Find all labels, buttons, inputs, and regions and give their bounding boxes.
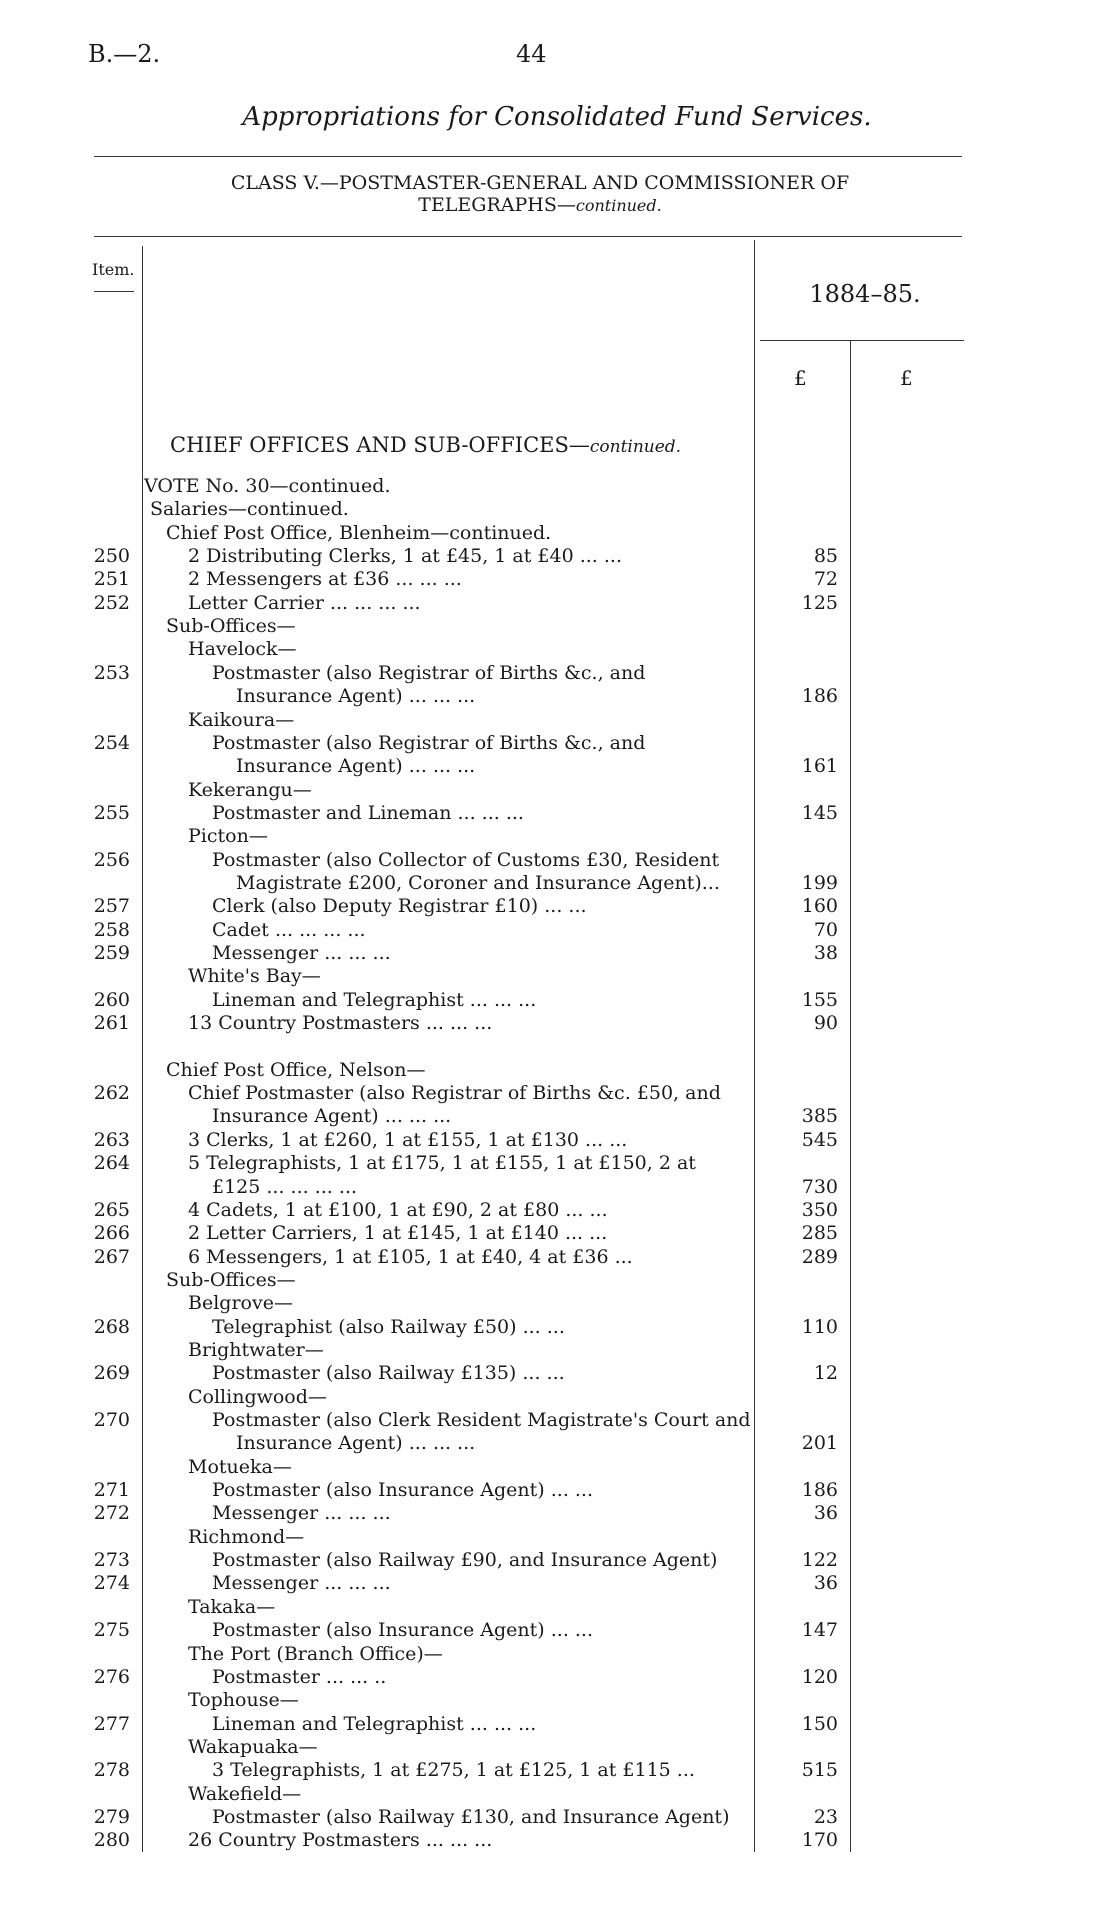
table-row — [0, 871, 1114, 895]
table-row — [0, 1805, 1114, 1829]
table-row — [0, 1642, 1114, 1666]
item-number: 251 — [93, 568, 130, 591]
item-number: 273 — [93, 1549, 130, 1572]
table-row — [0, 1385, 1114, 1409]
table-row — [0, 1828, 1114, 1852]
item-description: Clerk (also Deputy Registrar £10) ... ... — [212, 895, 587, 918]
table-row — [0, 614, 1114, 638]
item-amount: 122 — [801, 1549, 838, 1572]
item-description: Chief Post Office, Nelson— — [166, 1058, 426, 1081]
page-number: 44 — [516, 40, 547, 68]
table-row — [0, 1408, 1114, 1432]
table-row — [0, 1245, 1114, 1269]
item-amount: 110 — [801, 1315, 838, 1338]
table-row — [0, 801, 1114, 825]
table-row — [0, 1431, 1114, 1455]
item-number: 268 — [93, 1315, 130, 1338]
table-row — [0, 708, 1114, 732]
item-description: 3 Clerks, 1 at £260, 1 at £155, 1 at £130 ... ... — [188, 1128, 628, 1151]
table-row — [0, 521, 1114, 545]
item-amount: 350 — [801, 1198, 838, 1221]
item-amount: 515 — [801, 1759, 838, 1782]
item-description: 26 Country Postmasters ... ... ... — [188, 1829, 493, 1852]
item-number: 269 — [93, 1362, 130, 1385]
table-row — [0, 1665, 1114, 1689]
table-row — [0, 1221, 1114, 1245]
item-description: Wakapuaka— — [188, 1735, 318, 1758]
item-amount: 186 — [801, 685, 838, 708]
table-row — [0, 1034, 1114, 1058]
title-rule — [94, 156, 962, 157]
class-heading — [140, 172, 940, 217]
item-description: Picton— — [188, 825, 268, 848]
class-heading-continued: continued. — [575, 196, 662, 215]
section-heading-text: CHIEF OFFICES AND SUB-OFFICES— — [170, 433, 590, 457]
item-description: Kaikoura— — [188, 708, 295, 731]
item-number: 276 — [93, 1665, 130, 1688]
item-description: Motueka— — [188, 1455, 292, 1478]
item-description: Messenger ... ... ... — [212, 1502, 391, 1525]
table-row — [0, 918, 1114, 942]
table-row — [0, 637, 1114, 661]
item-description: The Port (Branch Office)— — [188, 1642, 443, 1665]
table-row — [0, 1758, 1114, 1782]
item-number: 252 — [93, 591, 130, 614]
item-number: 264 — [93, 1152, 130, 1175]
item-description: Postmaster (also Railway £130, and Insurance Agent) — [212, 1805, 730, 1828]
item-number: 279 — [93, 1805, 130, 1828]
table-row — [0, 1782, 1114, 1806]
table-row — [0, 1175, 1114, 1199]
table-row — [0, 1735, 1114, 1759]
item-amount: 147 — [801, 1619, 838, 1642]
item-description: Havelock— — [188, 638, 297, 661]
table-row — [0, 1712, 1114, 1736]
page-reference: B.—2. — [88, 40, 161, 68]
item-description: 4 Cadets, 1 at £100, 1 at £90, 2 at £80 ... ... — [188, 1198, 608, 1221]
table-row — [0, 544, 1114, 568]
item-number: 274 — [93, 1572, 130, 1595]
item-description: 2 Letter Carriers, 1 at £145, 1 at £140 ... ... — [188, 1222, 608, 1245]
table-row — [0, 941, 1114, 965]
item-description: Magistrate £200, Coroner and Insurance Agent)... — [236, 871, 720, 894]
table-row — [0, 731, 1114, 755]
table-row — [0, 1315, 1114, 1339]
item-amount: 150 — [801, 1712, 838, 1735]
item-amount: 85 — [813, 545, 838, 568]
section-heading — [170, 433, 681, 457]
item-header-underline — [94, 291, 134, 292]
table-row — [0, 1291, 1114, 1315]
item-amount: 120 — [801, 1665, 838, 1688]
item-number: 280 — [93, 1829, 130, 1852]
item-amount: 186 — [801, 1479, 838, 1502]
item-description: Letter Carrier ... ... ... ... — [188, 591, 421, 614]
table-row — [0, 1688, 1114, 1712]
item-amount: 170 — [801, 1829, 838, 1852]
item-description: Postmaster (also Registrar of Births &c., and — [212, 731, 646, 754]
item-description: 2 Distributing Clerks, 1 at £45, 1 at £40 ... ... — [188, 545, 623, 568]
item-number: 260 — [93, 988, 130, 1011]
item-number: 259 — [93, 942, 130, 964]
item-number: 265 — [93, 1198, 130, 1221]
item-description: 5 Telegraphists, 1 at £175, 1 at £155, 1 at £150, 2 at — [188, 1152, 696, 1175]
table-row — [0, 1571, 1114, 1595]
item-description: Messenger ... ... ... — [212, 942, 391, 964]
item-amount: 36 — [813, 1572, 838, 1595]
item-description: Salaries—continued. — [150, 498, 349, 521]
item-description: Postmaster and Lineman ... ... ... — [212, 801, 524, 824]
item-description: Postmaster (also Clerk Resident Magistrate's Court and — [212, 1409, 751, 1431]
item-number: 270 — [93, 1409, 130, 1431]
item-description: Insurance Agent) ... ... ... — [212, 1105, 452, 1128]
item-description: Chief Post Office, Blenheim—continued. — [166, 521, 552, 544]
table-row — [0, 497, 1114, 521]
item-amount: 70 — [813, 918, 838, 941]
item-description: Chief Postmaster (also Registrar of Births &c. £50, and — [188, 1082, 721, 1105]
year-header: 1884–85. — [809, 280, 921, 308]
item-amount: 23 — [813, 1805, 838, 1828]
item-description: Richmond— — [188, 1525, 305, 1548]
table-row — [0, 1455, 1114, 1479]
item-description: 3 Telegraphists, 1 at £275, 1 at £125, 1 at £115 ... — [212, 1759, 695, 1782]
item-description: Messenger ... ... ... — [212, 1572, 391, 1595]
class-heading-line2: TELEGRAPHS— — [418, 194, 576, 216]
item-description: Postmaster (also Railway £90, and Insurance Agent) — [212, 1549, 718, 1572]
item-number: 261 — [93, 1012, 130, 1035]
table-row — [0, 567, 1114, 591]
item-description: Insurance Agent) ... ... ... — [236, 685, 476, 708]
item-description: 2 Messengers at £36 ... ... ... — [188, 568, 462, 591]
item-amount: 38 — [813, 942, 838, 964]
table-row — [0, 1268, 1114, 1292]
item-number: 277 — [93, 1712, 130, 1735]
table-row — [0, 848, 1114, 872]
table-row — [0, 1198, 1114, 1222]
item-amount: 12 — [813, 1362, 838, 1385]
item-description: Brightwater— — [188, 1338, 324, 1361]
item-amount: 72 — [813, 568, 838, 591]
table-row — [0, 754, 1114, 778]
table-row — [0, 1058, 1114, 1082]
item-amount: 201 — [801, 1432, 838, 1455]
table-row — [0, 824, 1114, 848]
table-row — [0, 1338, 1114, 1362]
item-description: Lineman and Telegraphist ... ... ... — [212, 1712, 537, 1735]
item-number: 258 — [93, 918, 130, 941]
item-amount: 161 — [801, 755, 838, 778]
table-row — [0, 1595, 1114, 1619]
table-row — [0, 591, 1114, 615]
item-description: 6 Messengers, 1 at £105, 1 at £40, 4 at £36 ... — [188, 1245, 633, 1268]
item-number: 263 — [93, 1128, 130, 1151]
item-description: Postmaster (also Insurance Agent) ... ... — [212, 1479, 594, 1502]
item-number: 256 — [93, 848, 130, 871]
table-row — [0, 1501, 1114, 1525]
item-amount: 289 — [801, 1245, 838, 1268]
table-row — [0, 1478, 1114, 1502]
item-description: Postmaster (also Insurance Agent) ... ... — [212, 1619, 594, 1642]
item-number: 266 — [93, 1222, 130, 1245]
item-description: Insurance Agent) ... ... ... — [236, 755, 476, 778]
item-number: 262 — [93, 1082, 130, 1105]
table-row — [0, 1361, 1114, 1385]
item-amount: 90 — [813, 1012, 838, 1035]
item-number: 254 — [93, 731, 130, 754]
item-amount: 160 — [801, 895, 838, 918]
item-description: Kekerangu— — [188, 778, 312, 801]
item-number: 271 — [93, 1479, 130, 1502]
table-row — [0, 474, 1114, 498]
table-row — [0, 1104, 1114, 1128]
item-amount: 145 — [801, 801, 838, 824]
table-row — [0, 1151, 1114, 1175]
item-amount: 285 — [801, 1222, 838, 1245]
pound-header-amount: £ — [794, 366, 807, 390]
section-heading-continued: continued. — [589, 437, 682, 457]
item-number: 275 — [93, 1619, 130, 1642]
year-underline — [760, 340, 964, 341]
table-row — [0, 661, 1114, 685]
item-description: Postmaster (also Registrar of Births &c., and — [212, 661, 646, 684]
item-description: Belgrove— — [188, 1292, 293, 1315]
table-row — [0, 1548, 1114, 1572]
item-description: Sub-Offices— — [166, 615, 296, 638]
table-row — [0, 1128, 1114, 1152]
item-description: Insurance Agent) ... ... ... — [236, 1432, 476, 1455]
item-description: Postmaster (also Railway £135) ... ... — [212, 1362, 565, 1385]
item-number: 278 — [93, 1759, 130, 1782]
table-row — [0, 1618, 1114, 1642]
item-description: Sub-Offices— — [166, 1268, 296, 1291]
item-description: Tophouse— — [188, 1689, 299, 1712]
item-number: 255 — [93, 801, 130, 824]
table-row — [0, 988, 1114, 1012]
table-top-rule — [94, 236, 962, 237]
page-title: Appropriations for Consolidated Fund Services. — [242, 102, 872, 132]
table-row — [0, 1081, 1114, 1105]
item-description: VOTE No. 30—continued. — [144, 475, 391, 497]
pound-header-total: £ — [900, 366, 913, 390]
item-amount: 125 — [801, 591, 838, 614]
item-description: Cadet ... ... ... ... — [212, 918, 366, 941]
item-column-header: Item. — [92, 260, 135, 279]
item-description: White's Bay— — [188, 965, 321, 988]
table-row — [0, 778, 1114, 802]
item-amount: 730 — [801, 1175, 838, 1198]
item-description: Postmaster ... ... .. — [212, 1665, 387, 1688]
item-amount: 155 — [801, 988, 838, 1011]
item-description: Wakefield— — [188, 1782, 302, 1805]
table-row — [0, 964, 1114, 988]
item-description: £125 ... ... ... ... — [212, 1175, 357, 1198]
item-amount: 545 — [801, 1128, 838, 1151]
item-amount: 385 — [801, 1105, 838, 1128]
table-row — [0, 684, 1114, 708]
item-description: Telegraphist (also Railway £50) ... ... — [212, 1315, 565, 1338]
table-row — [0, 894, 1114, 918]
class-heading-line1: CLASS V.—POSTMASTER-GENERAL AND COMMISSIONER OF — [230, 172, 850, 194]
item-number: 250 — [93, 545, 130, 568]
item-amount: 36 — [813, 1502, 838, 1525]
item-description: Lineman and Telegraphist ... ... ... — [212, 988, 537, 1011]
item-number: 253 — [93, 661, 130, 684]
item-description: Takaka— — [188, 1595, 276, 1618]
table-row — [0, 1011, 1114, 1035]
table-row — [0, 1525, 1114, 1549]
item-description: 13 Country Postmasters ... ... ... — [188, 1012, 493, 1035]
item-amount: 199 — [801, 871, 838, 894]
item-description: Collingwood— — [188, 1385, 327, 1408]
item-description: Postmaster (also Collector of Customs £30, Resident — [212, 848, 720, 871]
item-number: 267 — [93, 1245, 130, 1268]
item-number: 272 — [93, 1502, 130, 1525]
item-number: 257 — [93, 895, 130, 918]
